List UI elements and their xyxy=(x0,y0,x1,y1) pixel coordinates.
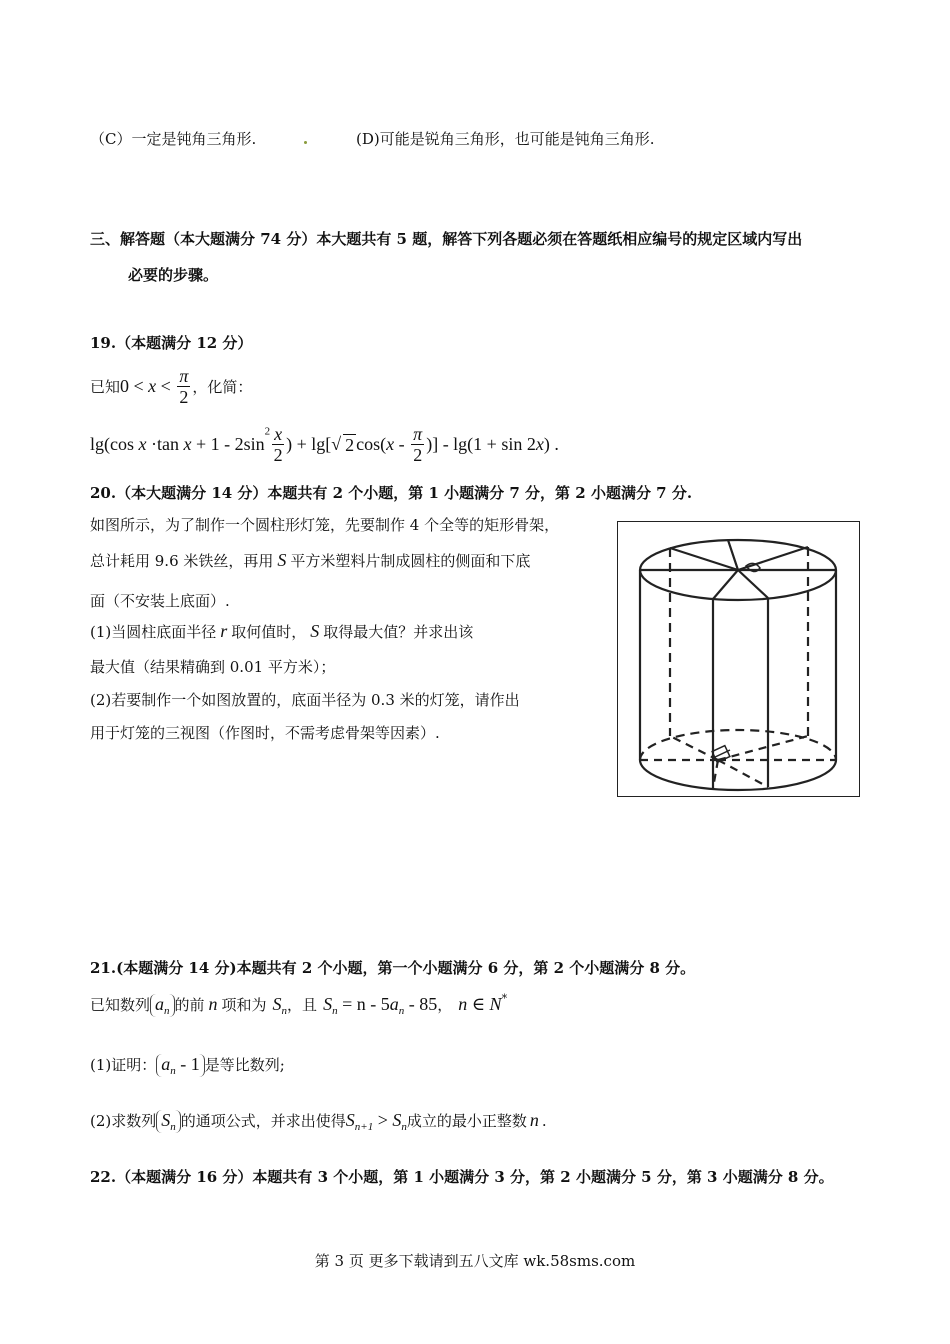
sub-n: n xyxy=(170,1065,176,1077)
var-s: S xyxy=(323,994,333,1014)
text: 是等比数列; xyxy=(204,1056,285,1074)
q20-text-6: (2)若要制作一个如图放置的，底面半径为 0.3 米的灯笼，请作出 xyxy=(90,691,520,709)
q19-pi-over-2 xyxy=(177,366,190,407)
q21-heading: 21.(本题满分 14 分)本题共有 2 个小题，第一个小题满分 6 分，第 2 个小题满分 8 分。 xyxy=(90,959,696,977)
q19-cond-var: x xyxy=(148,376,157,396)
f-sup: 2 xyxy=(264,425,271,438)
q20-heading: 20.（本大题满分 14 分）本题共有 2 个小题，第 1 小题满分 7 分，第 2 小题满分 7 分. xyxy=(90,484,693,502)
pi-over-2 xyxy=(411,424,424,465)
text: 的通项公式，并求出使得 xyxy=(180,1112,346,1130)
text: ， xyxy=(437,996,453,1014)
var-s: S xyxy=(161,1110,171,1130)
sn xyxy=(272,994,288,1017)
sub-n: n xyxy=(332,1005,338,1017)
var-s: S xyxy=(345,1110,355,1130)
q20-text-5: 最大值（结果精确到 0.01 平方米）； xyxy=(90,658,336,676)
text: > xyxy=(373,1110,393,1130)
f-part: ·tan xyxy=(146,434,184,454)
f-part: ) + lg[ xyxy=(286,434,332,454)
var-r: r xyxy=(220,621,228,641)
cylinder-lantern-drawing xyxy=(618,522,858,795)
q19-formula xyxy=(90,424,559,465)
section3-heading: 三、解答题（本大题满分 74 分）本大题共有 5 题，解答下列各题必须在答题纸相应编号的规定区域内写出 xyxy=(90,230,803,248)
sup-star: * xyxy=(501,992,508,1005)
x-over-2 xyxy=(272,424,284,465)
sqrt-icon: √ xyxy=(331,434,342,454)
sub-n: n xyxy=(398,1005,405,1017)
frac-den: 2 xyxy=(179,387,189,407)
q19-condition xyxy=(90,366,252,407)
f-var: x xyxy=(386,434,395,454)
q19-given-label: 已知 xyxy=(90,378,121,396)
var-s: S xyxy=(277,550,287,570)
n-in-n: n ∈ N xyxy=(458,994,502,1014)
text: 项和为 xyxy=(221,996,267,1014)
f-part: - xyxy=(394,434,410,454)
q21-given xyxy=(90,992,507,1017)
option-d: (D)可能是锐角三角形，也可能是钝角三角形. xyxy=(356,130,655,148)
q19-cond-left: 0 < xyxy=(120,376,149,396)
var-s: S xyxy=(272,994,282,1014)
page-footer: 第 3 页 更多下载请到五八文库 wk.58sms.com xyxy=(314,1252,636,1270)
q20-text-1: 如图所示，为了制作一个圆柱形灯笼，先要制作 4 个全等的矩形骨架， xyxy=(90,516,560,534)
stray-mark xyxy=(304,141,307,144)
q20-text-7: 用于灯笼的三视图（作图时，不需考虑骨架等因素）. xyxy=(90,724,440,742)
text: 成立的最小正整数 xyxy=(406,1112,527,1130)
text: 已知数列 xyxy=(90,996,151,1014)
sn-equation xyxy=(323,994,438,1017)
var-s: S xyxy=(392,1110,402,1130)
text: 取得最大值？并求出该 xyxy=(323,623,474,641)
text: . xyxy=(541,1112,547,1130)
text: - 85 xyxy=(404,994,438,1014)
var-a: a xyxy=(389,994,399,1014)
q19-heading: 19.（本题满分 12 分） xyxy=(90,334,253,352)
inequality xyxy=(345,1110,407,1133)
f-var: x xyxy=(138,434,147,454)
text: 平方米塑料片制成圆柱的侧面和下底 xyxy=(290,552,531,570)
f-sqrt: 2 xyxy=(345,434,355,455)
text: = n - 5 xyxy=(337,994,390,1014)
q20-text-2 xyxy=(90,550,530,571)
q19-cond-lt: < xyxy=(156,376,176,396)
section3-heading-cont: 必要的步骤。 xyxy=(128,266,219,284)
f-part: ) . xyxy=(543,434,559,454)
var-s: S xyxy=(310,621,320,641)
f-part: lg(cos xyxy=(90,434,139,454)
text: - 1 xyxy=(175,1054,200,1074)
f-var: x xyxy=(183,434,192,454)
q19-simplify: ，化简： xyxy=(192,378,253,396)
sub-n: n xyxy=(281,1005,288,1017)
f-part: cos( xyxy=(356,434,387,454)
text: 总计耗用 9.6 米铁丝，再用 xyxy=(90,552,274,570)
f-var: x xyxy=(535,434,544,454)
text: ，且 xyxy=(287,996,318,1014)
var-a: a xyxy=(155,994,165,1014)
q22-heading: 22.（本题满分 16 分）本题共有 3 个小题，第 1 小题满分 3 分，第 2 小题满分 5 分，第 3 小题满分 8 分。 xyxy=(90,1168,834,1186)
var-n: n xyxy=(208,994,218,1014)
frac-num: π xyxy=(179,366,189,386)
seq-an-minus-1 xyxy=(156,1054,205,1077)
q21-part1 xyxy=(90,1054,285,1077)
frac-den: 2 xyxy=(273,445,283,465)
text: (1)证明： xyxy=(90,1056,157,1074)
seq-an xyxy=(150,994,175,1017)
frac-num: x xyxy=(274,424,283,444)
text: (1)当圆柱底面半径 xyxy=(90,623,217,641)
option-c: （C）一定是钝角三角形. xyxy=(90,130,257,148)
q20-text-3: 面（不安装上底面）. xyxy=(90,592,230,610)
sub-n: n xyxy=(170,1121,176,1133)
q21-part2 xyxy=(90,1110,547,1133)
f-part: )] - lg(1 + sin 2 xyxy=(426,434,536,454)
q20-text-4 xyxy=(90,621,473,642)
frac-den: 2 xyxy=(413,445,423,465)
sub-np1: n+1 xyxy=(354,1121,374,1133)
frac-num: π xyxy=(413,424,423,444)
var-a: a xyxy=(161,1054,171,1074)
f-part: + 1 - 2sin xyxy=(191,434,265,454)
sub-n: n xyxy=(401,1121,407,1133)
sub-n: n xyxy=(164,1005,170,1017)
seq-sn xyxy=(156,1110,181,1133)
text: 取何值时， xyxy=(231,623,307,641)
lantern-figure xyxy=(617,521,860,797)
text: 的前 xyxy=(174,996,205,1014)
var-n: n xyxy=(529,1110,539,1130)
text: (2)求数列 xyxy=(90,1112,157,1130)
